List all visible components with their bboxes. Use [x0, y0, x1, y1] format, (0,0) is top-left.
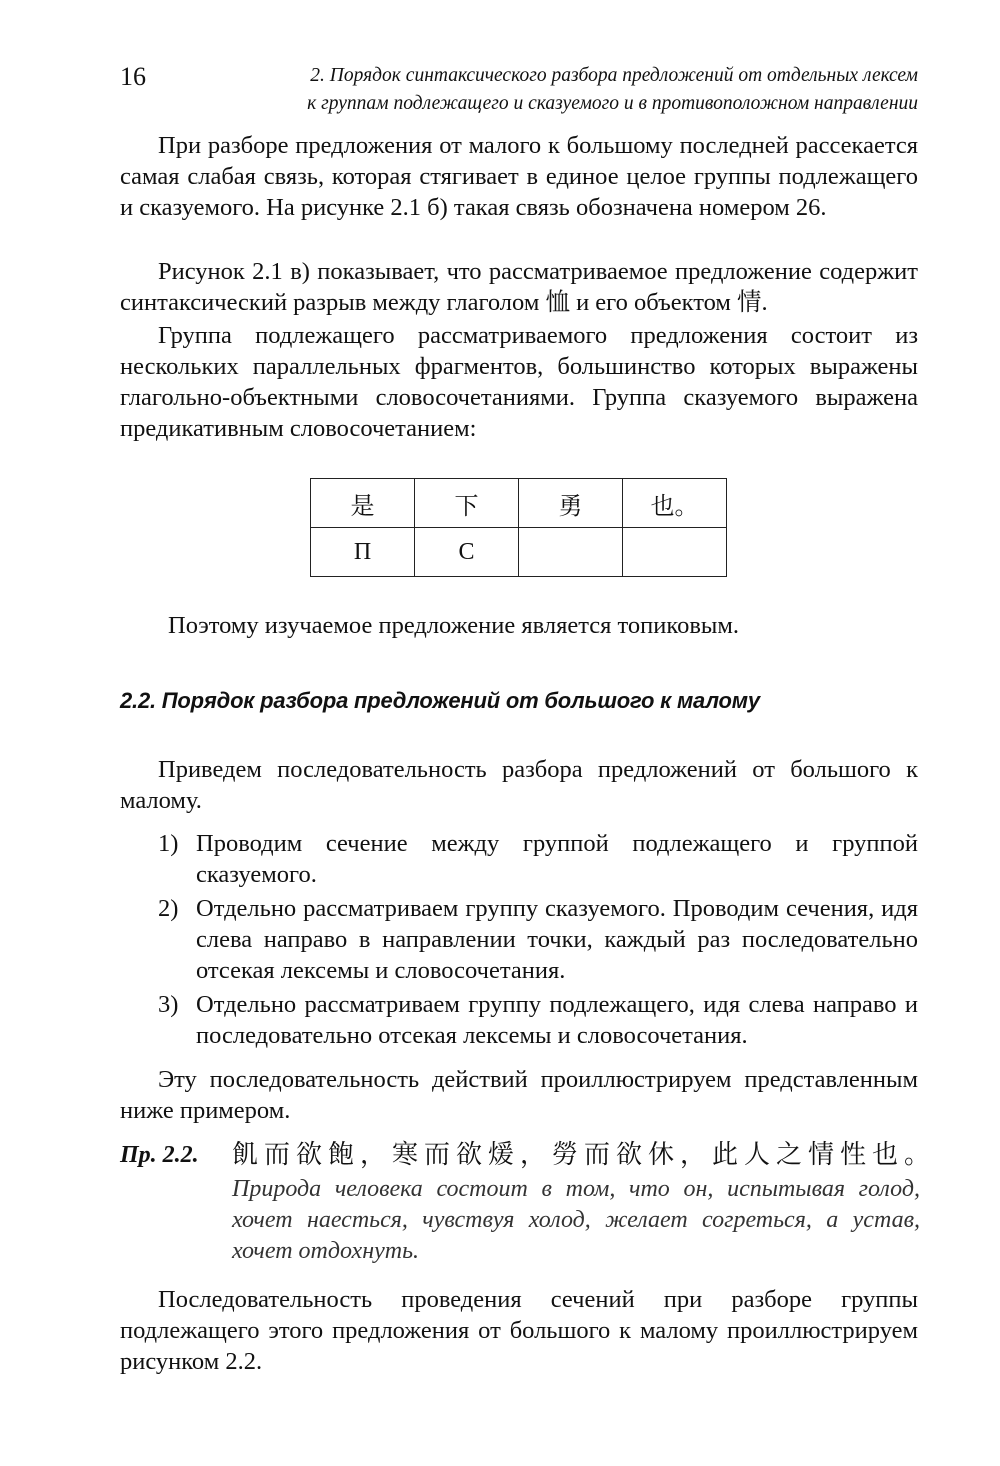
table-cell: С — [415, 528, 519, 577]
paragraph — [120, 754, 918, 816]
table-cell — [519, 528, 623, 577]
steps-list — [158, 828, 918, 1054]
paragraph-text: Рисунок 2.1 в) показывает, что рассматриваемое предложение содержит синтаксический разрыв между глаголом 恤 и его объектом 情. — [120, 258, 918, 316]
section-heading: 2.2. Порядок разбора предложений от большого к малому — [120, 688, 760, 713]
paragraph — [120, 1064, 918, 1126]
example-translation: Природа человека состоит в том, что он, испытывая голод, хочет наесться, чувствуя холод, желает согреться, а устав, хочет отдохнуть. — [232, 1176, 920, 1264]
table-row — [311, 528, 727, 577]
page-number: 16 — [120, 62, 146, 91]
paragraph-text: Последовательность проведения сечений при разборе группы подлежащего этого предложения от большого к малому проиллюстрируем рисунком 2.2. — [120, 1286, 918, 1375]
list-number: 3) — [158, 991, 179, 1018]
paragraph-text: Группа подлежащего рассматриваемого предложения состоит из нескольких параллельных фрагментов, большинство которых выражены глагольно-объектными словосочетаниями. Группа сказуемого выражена предикативным словосочетанием: — [120, 322, 918, 442]
example-chinese-text: 飢而欲飽，寒而欲煖，勞而欲休，此人之情性也。 — [232, 1140, 937, 1170]
example-label: Пр. 2.2. — [120, 1142, 199, 1168]
running-head — [278, 62, 918, 118]
running-head-line: к группам подлежащего и сказуемого и в противоположном направлении — [307, 93, 918, 114]
paragraph-text: Приведем последовательность разбора предложений от большого к малому. — [120, 756, 918, 814]
list-item — [158, 828, 918, 890]
running-head-line: 2. Порядок синтаксического разбора предложений от отдельных лексем — [310, 65, 918, 86]
list-item — [158, 989, 918, 1051]
list-text: Отдельно рассматриваем группу подлежащего, идя слева направо и последовательно отсекая лексемы и словосочетания. — [196, 991, 918, 1049]
conclusion-text: Поэтому изучаемое предложение является топиковым. — [168, 612, 739, 639]
list-text: Отдельно рассматриваем группу сказуемого. Проводим сечения, идя слева направо в направлении точки, каждый раз последовательно отсекая лексемы и словосочетания. — [196, 895, 918, 984]
paragraph — [120, 320, 918, 444]
paragraph — [120, 130, 918, 223]
table-cell — [623, 528, 727, 577]
table-row — [311, 479, 727, 528]
sentence-structure-table — [310, 478, 727, 577]
table-cell: 也。 — [623, 479, 727, 528]
paragraph-text: При разборе предложения от малого к большому последней рассекается самая слабая связь, которая стягивает в единое целое группы подлежащего и сказуемого. На рисунке 2.1 б) такая связь обозначена номером 26. — [120, 132, 918, 221]
paragraph-text: Эту последовательность действий проиллюстрируем представленным ниже примером. — [120, 1066, 918, 1124]
table-cell: 是 — [311, 479, 415, 528]
table-cell: П — [311, 528, 415, 577]
paragraph — [120, 256, 918, 318]
list-text: Проводим сечение между группой подлежащего и группой сказуемого. — [196, 830, 918, 888]
list-number: 2) — [158, 895, 179, 922]
table-cell: 下 — [415, 479, 519, 528]
list-number: 1) — [158, 830, 179, 857]
paragraph — [120, 1284, 918, 1377]
table-cell: 勇 — [519, 479, 623, 528]
list-item — [158, 893, 918, 986]
